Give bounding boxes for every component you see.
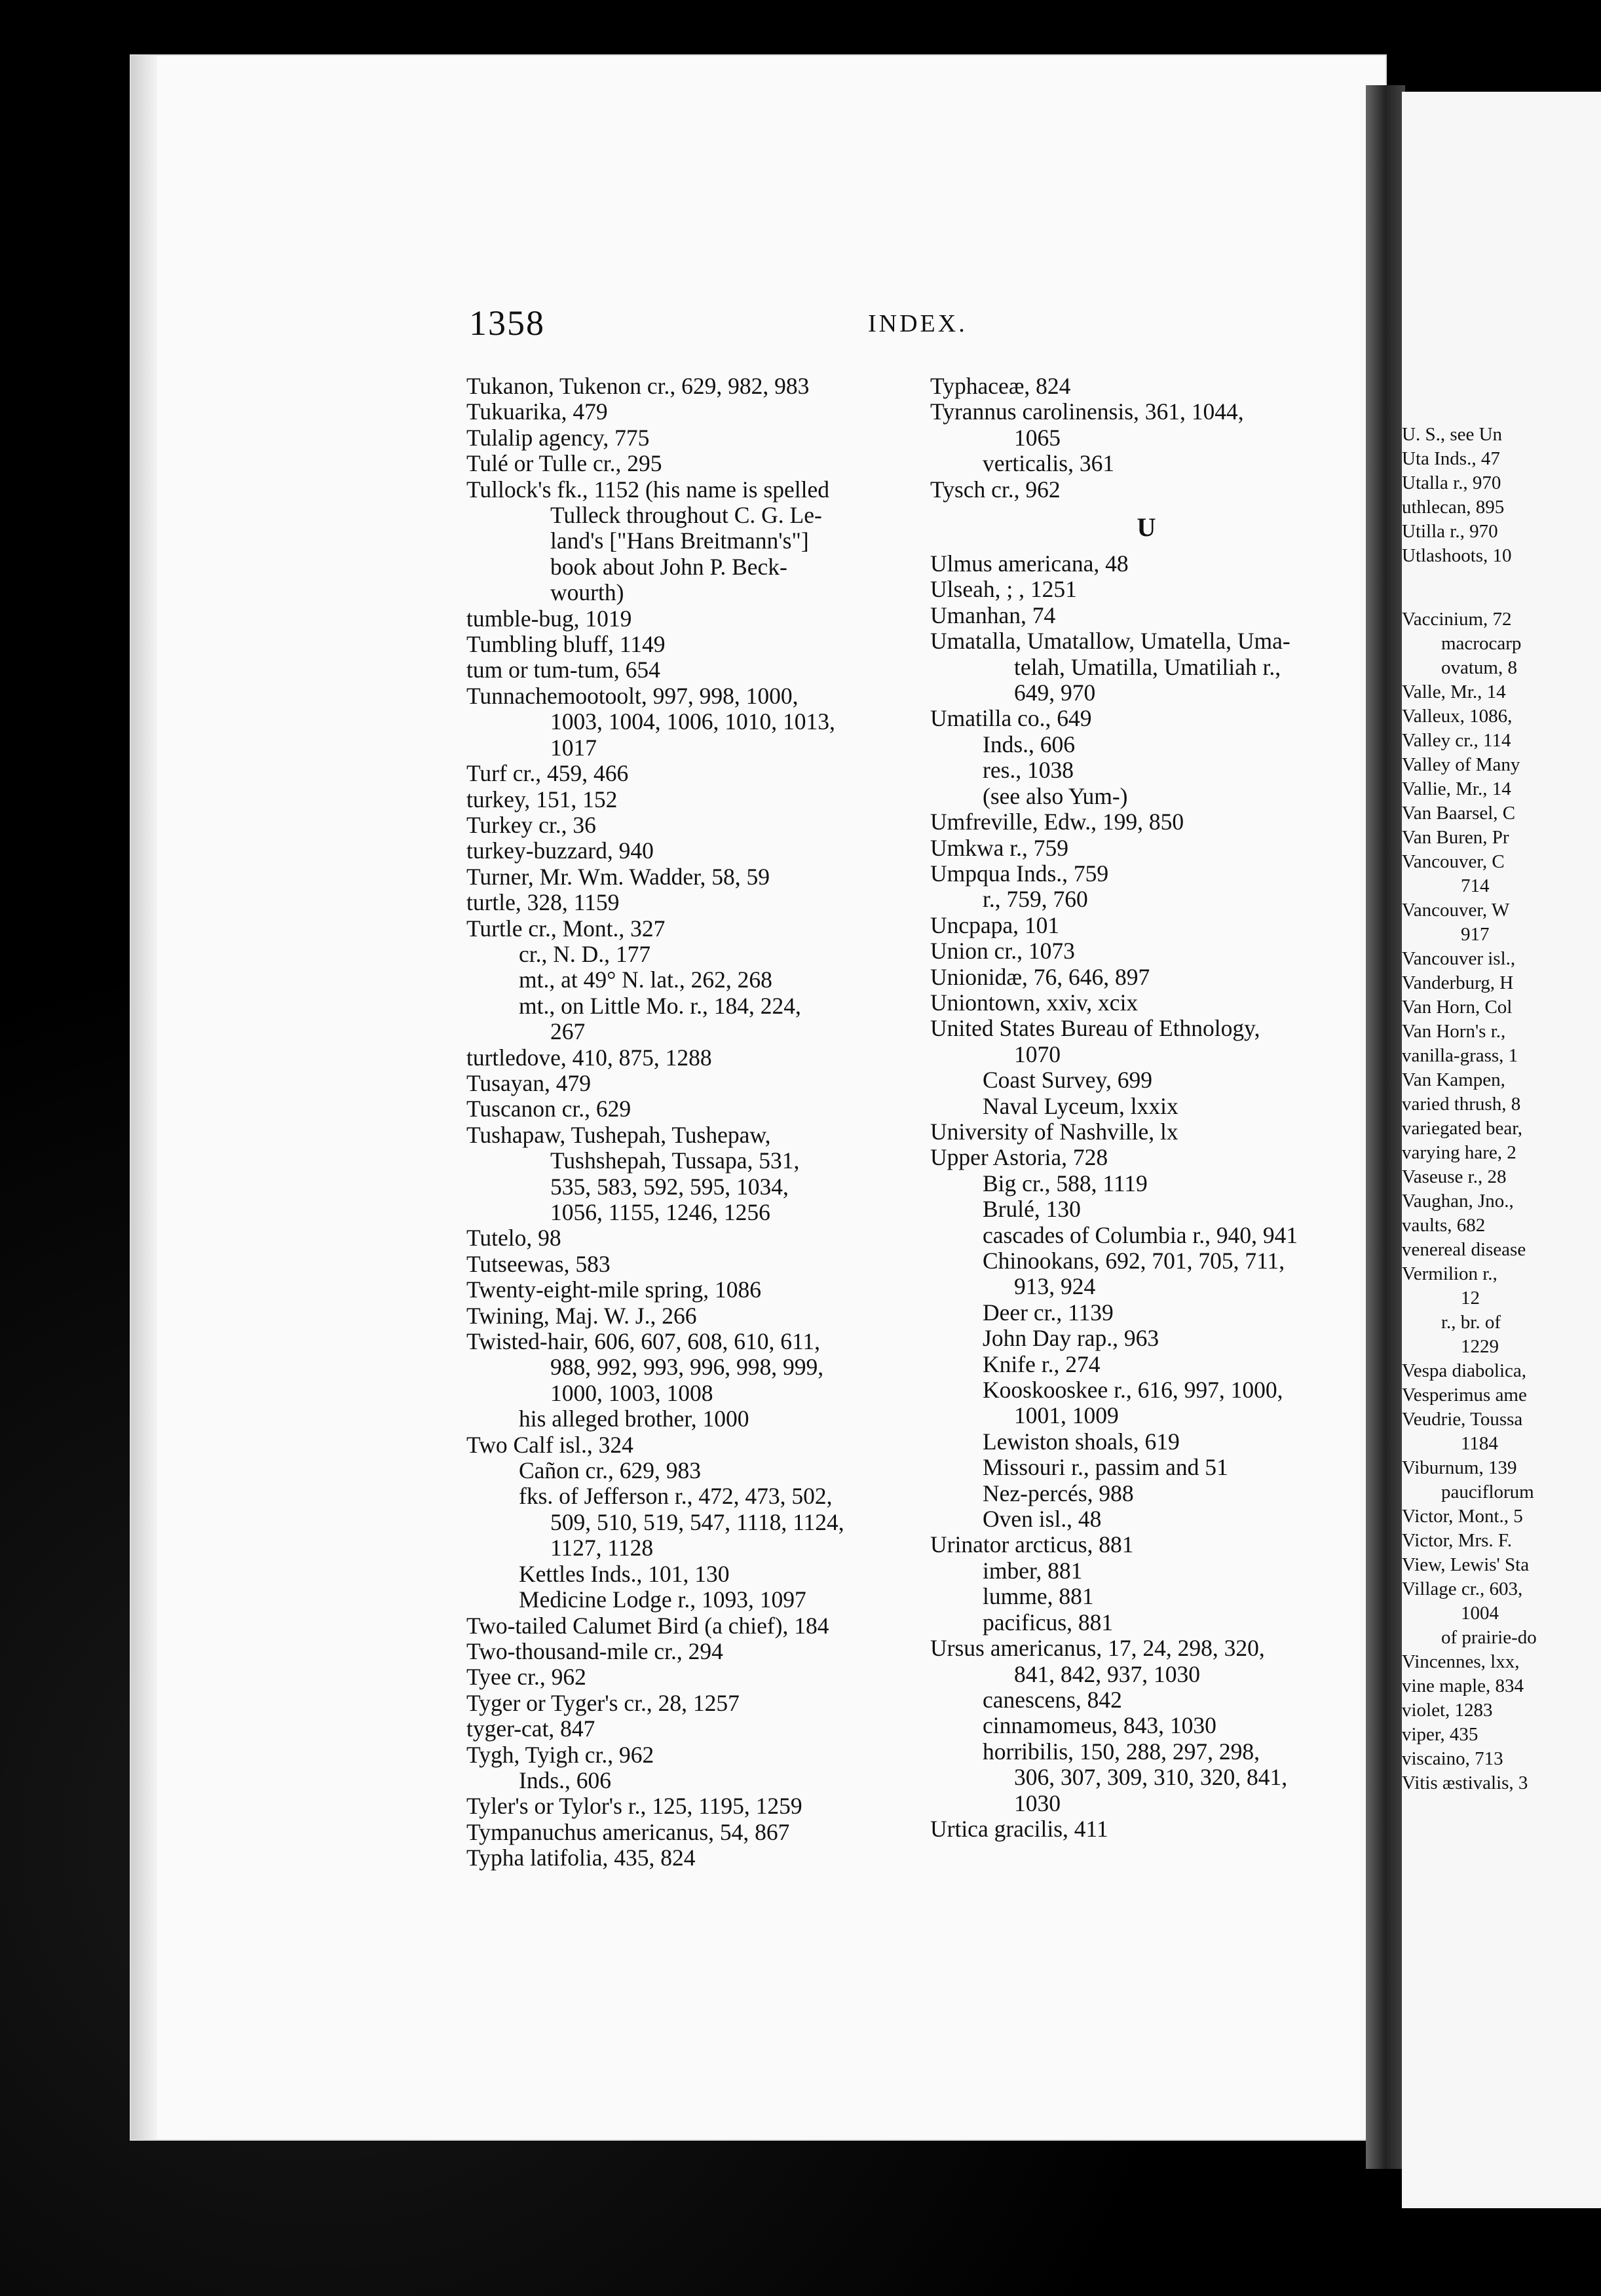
index-entry: mt., on Little Mo. r., 184, 224, [519, 992, 801, 1019]
index-entry: vine maple, 834 [1402, 1675, 1524, 1696]
index-entry: 535, 583, 592, 595, 1034, [550, 1173, 789, 1200]
index-entry: Tygh, Tyigh cr., 962 [466, 1741, 654, 1768]
index-entry: University of Nashville, lx [930, 1118, 1178, 1145]
index-entry: 1229 [1461, 1336, 1499, 1357]
index-entry: Turf cr., 459, 466 [466, 760, 629, 787]
index-entry: land's ["Hans Breitmann's"] [550, 527, 809, 554]
index-entry: John Day rap., 963 [983, 1325, 1159, 1352]
index-entry: r., 759, 760 [983, 886, 1088, 913]
index-entry: Tuscanon cr., 629 [466, 1096, 631, 1122]
index-entry: Twisted-hair, 606, 607, 608, 610, 611, [466, 1328, 821, 1355]
index-entry: violet, 1283 [1402, 1700, 1493, 1721]
index-entry: Tutseewas, 583 [466, 1250, 611, 1277]
middle-column-entries-u [930, 551, 1363, 1842]
index-entry: Vincennes, lxx, [1402, 1651, 1520, 1672]
index-entry: book about John P. Beck- [550, 553, 787, 580]
index-entry: Tysch cr., 962 [930, 476, 1061, 503]
index-entry: Victor, Mrs. F. [1402, 1530, 1512, 1551]
index-entry: Twenty-eight-mile spring, 1086 [466, 1276, 762, 1303]
index-entry: Tukanon, Tukenon cr., 629, 982, 983 [466, 373, 810, 399]
index-entry: lumme, 881 [983, 1583, 1094, 1610]
index-entry: Lewiston shoals, 619 [983, 1428, 1180, 1455]
index-entry: Umanhan, 74 [930, 602, 1056, 628]
index-entry: Naval Lyceum, lxxix [983, 1092, 1178, 1119]
index-entry: macrocarp [1441, 633, 1522, 654]
index-entry: Tyler's or Tylor's r., 125, 1195, 1259 [466, 1793, 802, 1820]
index-entry: 12 [1461, 1288, 1480, 1309]
index-entry: Kettles Inds., 101, 130 [519, 1560, 730, 1587]
index-entry: Vitis æstivalis, 3 [1402, 1772, 1528, 1793]
index-entry: cinnamomeus, 843, 1030 [983, 1712, 1216, 1739]
running-title: INDEX. [868, 310, 968, 337]
index-entry: Vancouver, W [1402, 900, 1510, 921]
index-entry: imber, 881 [983, 1557, 1083, 1584]
index-entry: Utlashoots, 10 [1402, 545, 1512, 566]
index-entry: Vespa diabolica, [1402, 1360, 1527, 1381]
index-entry: Tunnachemootoolt, 997, 998, 1000, [466, 682, 799, 709]
index-entry: Ulseah, ; , 1251 [930, 576, 1077, 603]
index-entry: Vaughan, Jno., [1402, 1191, 1514, 1212]
index-entry: verticalis, 361 [983, 450, 1115, 477]
index-entry: turkey, 151, 152 [466, 786, 618, 813]
index-entry: Medicine Lodge r., 1093, 1097 [519, 1586, 806, 1613]
index-entry: ovatum, 8 [1441, 657, 1517, 678]
index-entry: Van Kampen, [1402, 1069, 1505, 1090]
index-entry: Typha latifolia, 435, 824 [466, 1845, 696, 1871]
index-entry: Turkey cr., 36 [466, 811, 596, 838]
index-entry: wourth) [550, 579, 624, 606]
index-entry: 1001, 1009 [1014, 1402, 1119, 1429]
index-entry: Vancouver isl., [1402, 948, 1516, 969]
index-entry: Uncpapa, 101 [930, 911, 1060, 938]
index-entry: r., br. of [1441, 1312, 1501, 1333]
index-entry: Unionidæ, 76, 646, 897 [930, 963, 1150, 990]
index-entry: View, Lewis' Sta [1402, 1554, 1530, 1575]
middle-column-entries-t [930, 373, 1363, 503]
index-entry: Union cr., 1073 [930, 938, 1075, 965]
index-entry: cascades of Columbia r., 940, 941 [983, 1221, 1298, 1248]
index-entry: 714 [1461, 875, 1490, 896]
index-entry: Vaseuse r., 28 [1402, 1166, 1507, 1187]
index-entry: Tympanuchus americanus, 54, 867 [466, 1818, 790, 1845]
page-header [0, 303, 1601, 342]
index-entry: vaults, 682 [1402, 1215, 1486, 1236]
index-entry: mt., at 49° N. lat., 262, 268 [519, 966, 772, 993]
index-entry: turkey-buzzard, 940 [466, 837, 654, 864]
index-entry: his alleged brother, 1000 [519, 1406, 749, 1432]
index-entry: 1004 [1461, 1603, 1499, 1624]
section-letter: U [1137, 512, 1156, 543]
index-entry: tyger-cat, 847 [466, 1715, 595, 1742]
index-entry: Tumbling bluff, 1149 [466, 631, 666, 658]
index-entry: Umkwa r., 759 [930, 834, 1069, 861]
index-entry: Ursus americanus, 17, 24, 298, 320, [930, 1635, 1265, 1662]
index-entry: Tulalip agency, 775 [466, 424, 650, 451]
index-entry: Brulé, 130 [983, 1196, 1081, 1223]
index-entry: turtle, 328, 1159 [466, 889, 620, 916]
index-entry: Nez-percés, 988 [983, 1480, 1134, 1506]
index-entry: Inds., 606 [983, 731, 1076, 757]
index-entry: Uniontown, xxiv, xcix [930, 989, 1139, 1016]
index-entry: Valle, Mr., 14 [1402, 681, 1506, 702]
index-entry: Urtica gracilis, 411 [930, 1815, 1108, 1842]
index-entry: Oven isl., 48 [983, 1506, 1102, 1533]
index-entry: 1065 [1014, 424, 1061, 451]
index-entry: Vermilion r., [1402, 1263, 1497, 1284]
index-entry: Inds., 606 [519, 1767, 612, 1793]
index-entry: Victor, Mont., 5 [1402, 1506, 1523, 1527]
index-entry: 1056, 1155, 1246, 1256 [550, 1199, 770, 1225]
index-entry: 1127, 1128 [550, 1535, 654, 1561]
index-entry: viscaino, 713 [1402, 1748, 1503, 1769]
index-entry: Knife r., 274 [983, 1350, 1101, 1377]
index-entry: Tulleck throughout C. G. Le- [550, 502, 822, 529]
index-entry: Vaccinium, 72 [1402, 609, 1512, 630]
index-entry: Utilla r., 970 [1402, 521, 1498, 542]
index-entry: varying hare, 2 [1402, 1142, 1516, 1163]
index-entry: Cañon cr., 629, 983 [519, 1457, 702, 1484]
index-entry: Two-thousand-mile cr., 294 [466, 1637, 723, 1664]
page-number: 1358 [469, 303, 545, 343]
index-entry: Deer cr., 1139 [983, 1299, 1114, 1326]
index-entry: vanilla-grass, 1 [1402, 1045, 1518, 1066]
index-entry: tum or tum-tum, 654 [466, 657, 660, 683]
index-entry: 267 [550, 1018, 586, 1045]
index-entry: horribilis, 150, 288, 297, 298, [983, 1738, 1260, 1765]
index-entry: Turtle cr., Mont., 327 [466, 915, 666, 942]
index-entry: varied thrush, 8 [1402, 1094, 1521, 1115]
index-entry: Utalla r., 970 [1402, 472, 1501, 493]
index-entry: 1017 [550, 734, 597, 761]
index-entry: 1030 [1014, 1789, 1061, 1816]
index-entry: Tusayan, 479 [466, 1069, 592, 1096]
index-entry: 306, 307, 309, 310, 320, 841, [1014, 1764, 1288, 1791]
index-entry: Missouri r., passim and 51 [983, 1454, 1228, 1481]
index-entry: Viburnum, 139 [1402, 1457, 1517, 1478]
index-entry: Chinookans, 692, 701, 705, 711, [983, 1248, 1285, 1274]
index-entry: Turner, Mr. Wm. Wadder, 58, 59 [466, 863, 770, 890]
index-entry: Urinator arcticus, 881 [930, 1531, 1134, 1558]
index-entry: Valleux, 1086, [1402, 706, 1513, 727]
index-entry: Vesperimus ame [1402, 1385, 1527, 1406]
right-page [1402, 92, 1601, 2208]
index-entry: Tushapaw, Tushepah, Tushepaw, [466, 1121, 771, 1148]
index-entry: Umatalla, Umatallow, Umatella, Uma- [930, 628, 1290, 655]
index-entry: Valley of Many [1402, 754, 1520, 775]
index-entry: (see also Yum-) [983, 782, 1128, 809]
index-entry: Umatilla co., 649 [930, 705, 1092, 732]
index-entry: 1184 [1461, 1433, 1498, 1454]
column-gap [1402, 568, 1598, 607]
index-column-middle [930, 373, 1363, 1842]
index-entry: 1070 [1014, 1041, 1061, 1067]
index-entry: 917 [1461, 924, 1490, 945]
index-entry: uthlecan, 895 [1402, 497, 1505, 518]
index-entry: Tutelo, 98 [466, 1225, 561, 1252]
index-entry: Tullock's fk., 1152 (his name is spelled [466, 476, 829, 503]
index-entry: Tukuarika, 479 [466, 398, 608, 425]
right-page-column [1402, 423, 1598, 1795]
index-entry: Coast Survey, 699 [983, 1067, 1153, 1094]
index-entry: U. S., see Un [1402, 424, 1503, 445]
index-entry: Valley cr., 114 [1402, 730, 1511, 751]
index-entry: 913, 924 [1014, 1273, 1096, 1300]
index-entry: Tyee cr., 962 [466, 1664, 586, 1691]
index-entry: variegated bear, [1402, 1118, 1522, 1139]
index-entry: Vanderburg, H [1402, 972, 1514, 993]
index-entry: telah, Umatilla, Umatiliah r., [1014, 653, 1281, 680]
index-entry: Umfreville, Edw., 199, 850 [930, 809, 1184, 835]
index-entry: 1000, 1003, 1008 [550, 1379, 713, 1406]
index-entry: Ulmus americana, 48 [930, 550, 1129, 577]
index-entry: Big cr., 588, 1119 [983, 1170, 1148, 1196]
index-entry: venereal disease [1402, 1239, 1526, 1260]
index-entry: Two Calf isl., 324 [466, 1431, 633, 1458]
index-entry: turtledove, 410, 875, 1288 [466, 1044, 712, 1071]
index-entry: Vancouver, C [1402, 851, 1505, 872]
right-column-entries-v [1402, 607, 1598, 1795]
index-entry: Tulé or Tulle cr., 295 [466, 450, 662, 477]
index-entry: Van Buren, Pr [1402, 827, 1509, 848]
right-column-entries-u [1402, 423, 1598, 568]
index-entry: Veudrie, Toussa [1402, 1409, 1523, 1430]
index-entry: Umpqua Inds., 759 [930, 860, 1109, 887]
index-entry: Tushshepah, Tussapa, 531, [550, 1147, 800, 1174]
index-entry: Tyrannus carolinensis, 361, 1044, [930, 398, 1244, 425]
index-entry: Kooskooskee r., 616, 997, 1000, [983, 1377, 1283, 1404]
index-column-left [466, 373, 912, 1871]
index-entry: Typhaceæ, 824 [930, 373, 1071, 399]
book-gutter [1366, 85, 1405, 2169]
index-entry: fks. of Jefferson r., 472, 473, 502, [519, 1483, 833, 1510]
page-edge [131, 56, 157, 2139]
index-entry: 1003, 1004, 1006, 1010, 1013, [550, 708, 835, 735]
index-entry: pacificus, 881 [983, 1609, 1114, 1636]
index-entry: Van Horn's r., [1402, 1021, 1506, 1042]
index-entry: Vallie, Mr., 14 [1402, 778, 1511, 799]
index-entry: Twining, Maj. W. J., 266 [466, 1302, 697, 1329]
index-entry: of prairie-do [1441, 1627, 1537, 1648]
index-entry: 509, 510, 519, 547, 1118, 1124, [550, 1508, 844, 1535]
index-entry: 649, 970 [1014, 679, 1096, 706]
index-entry: Two-tailed Calumet Bird (a chief), 184 [466, 1612, 829, 1639]
index-entry: Van Baarsel, C [1402, 803, 1516, 824]
index-entry: Van Horn, Col [1402, 997, 1513, 1018]
index-entry: United States Bureau of Ethnology, [930, 1015, 1260, 1042]
index-entry: cr., N. D., 177 [519, 940, 651, 967]
index-entry: pauciflorum [1441, 1482, 1534, 1502]
index-entry: tumble-bug, 1019 [466, 605, 632, 632]
index-entry: Village cr., 603, [1402, 1578, 1523, 1599]
index-entry: 841, 842, 937, 1030 [1014, 1660, 1200, 1687]
index-entry: viper, 435 [1402, 1724, 1479, 1745]
index-entry: canescens, 842 [983, 1686, 1122, 1713]
index-entry: res., 1038 [983, 757, 1074, 784]
index-entry: 988, 992, 993, 996, 998, 999, [550, 1354, 824, 1381]
index-entry: Tyger or Tyger's cr., 28, 1257 [466, 1689, 740, 1716]
index-entry: Upper Astoria, 728 [930, 1144, 1108, 1171]
index-entry: Uta Inds., 47 [1402, 448, 1500, 469]
